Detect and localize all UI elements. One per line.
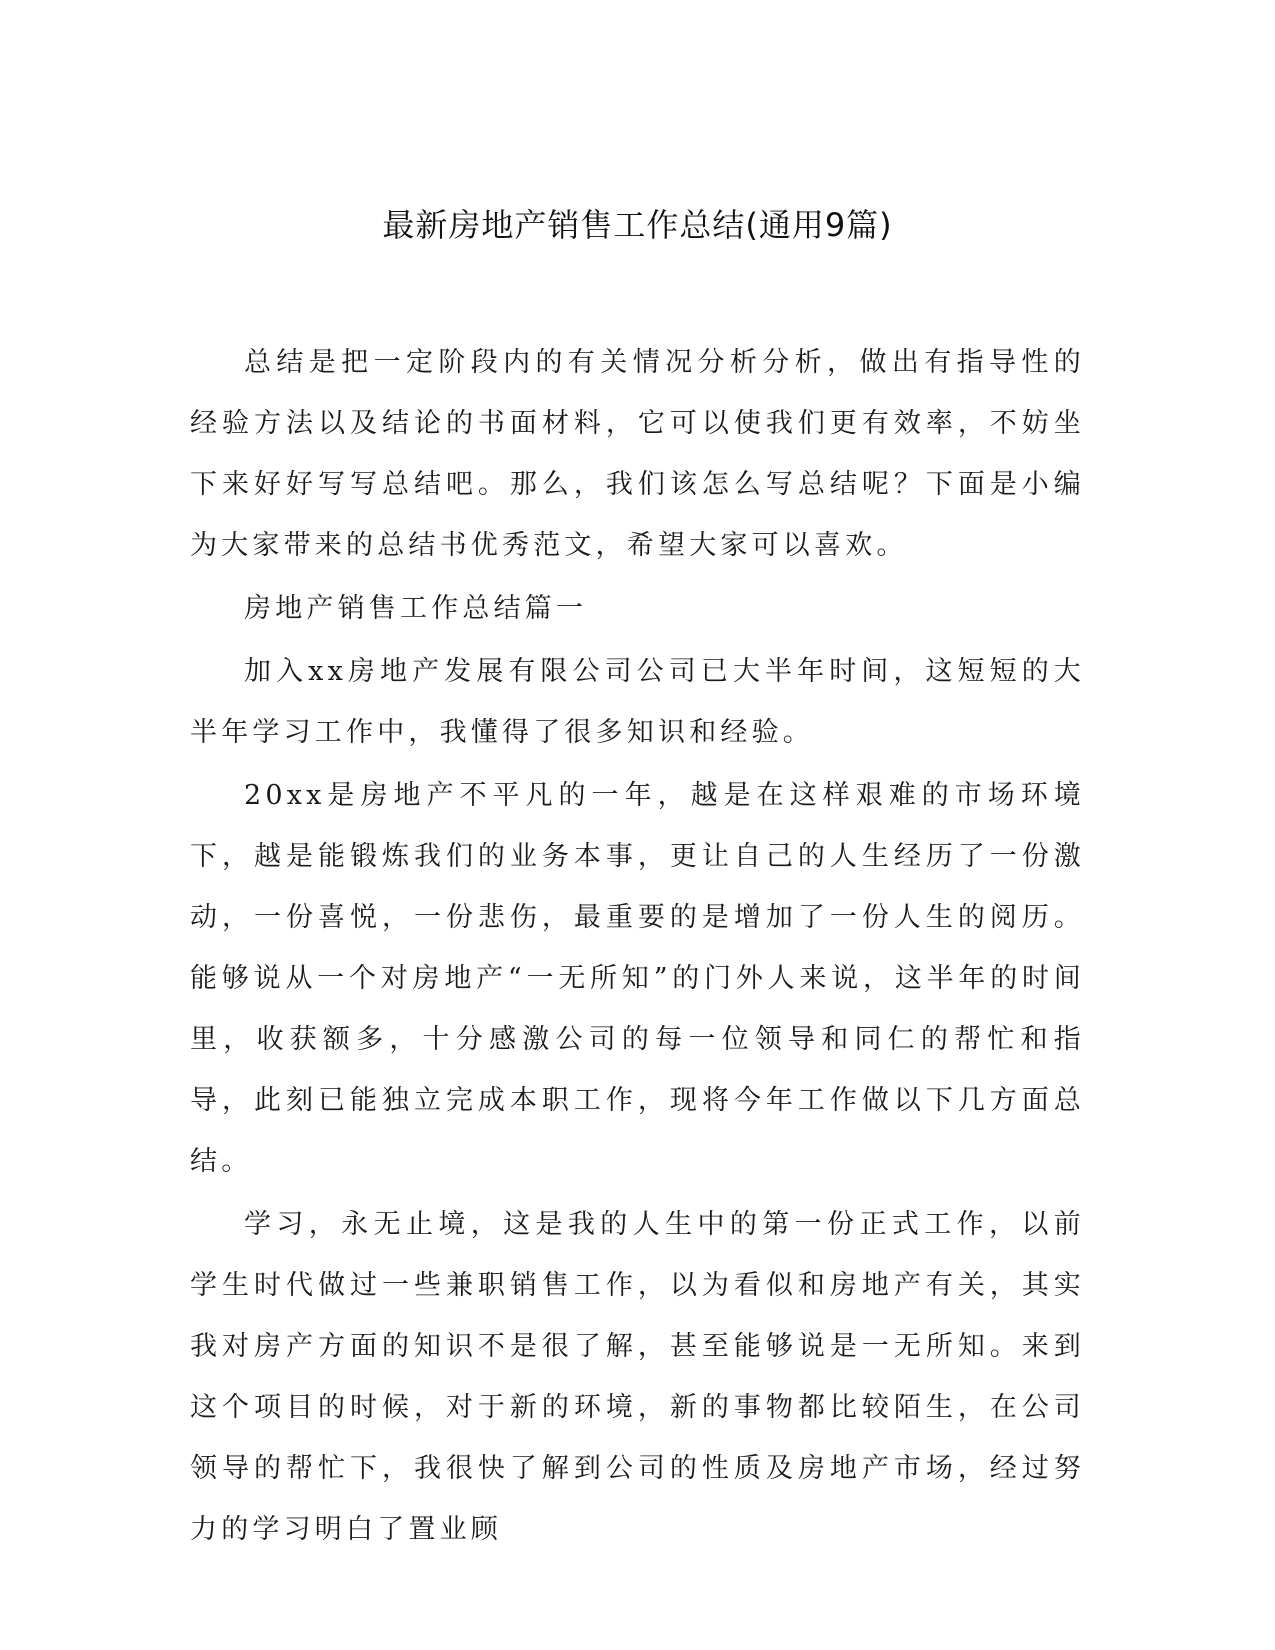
paragraph-year-review: 20xx是房地产不平凡的一年，越是在这样艰难的市场环境下，越是能锻炼我们的业务本事，更让自己的人生经历了一份激动，一份喜悦，一份悲伤，最重要的是增加了一份人生的阅历。能够说从一个对房地产“一无所知”的门外人来说，这半年的时间里，收获额多，十分感激公司的每一位领导和同仁的帮忙和指导，此刻已能独立完成本职工作，现将今年工作做以下几方面总结。 xyxy=(190,780,1085,1177)
section-heading-1: 房地产销售工作总结篇一 xyxy=(244,593,588,624)
document-title: 最新房地产销售工作总结(通用9篇) xyxy=(382,206,893,244)
document-body xyxy=(190,332,1085,1562)
paragraph-learning: 学习，永无止境，这是我的人生中的第一份正式工作，以前学生时代做过一些兼职销售工作，以为看似和房地产有关，其实我对房产方面的知识不是很了解，甚至能够说是一无所知。来到这个项目的时候，对于新的环境，新的事物都比较陌生，在公司领导的帮忙下，我很快了解到公司的性质及房地产市场，经过努力的学习明白了置业顾 xyxy=(190,1209,1085,1545)
paragraph-intro: 总结是把一定阶段内的有关情况分析分析，做出有指导性的经验方法以及结论的书面材料，它可以使我们更有效率，不妨坐下来好好写写总结吧。那么，我们该怎么写总结呢？下面是小编为大家带来的总结书优秀范文，希望大家可以喜欢。 xyxy=(190,347,1085,561)
paragraph-join-company: 加入xx房地产发展有限公司公司已大半年时间，这短短的大半年学习工作中，我懂得了很多知识和经验。 xyxy=(190,656,1085,748)
